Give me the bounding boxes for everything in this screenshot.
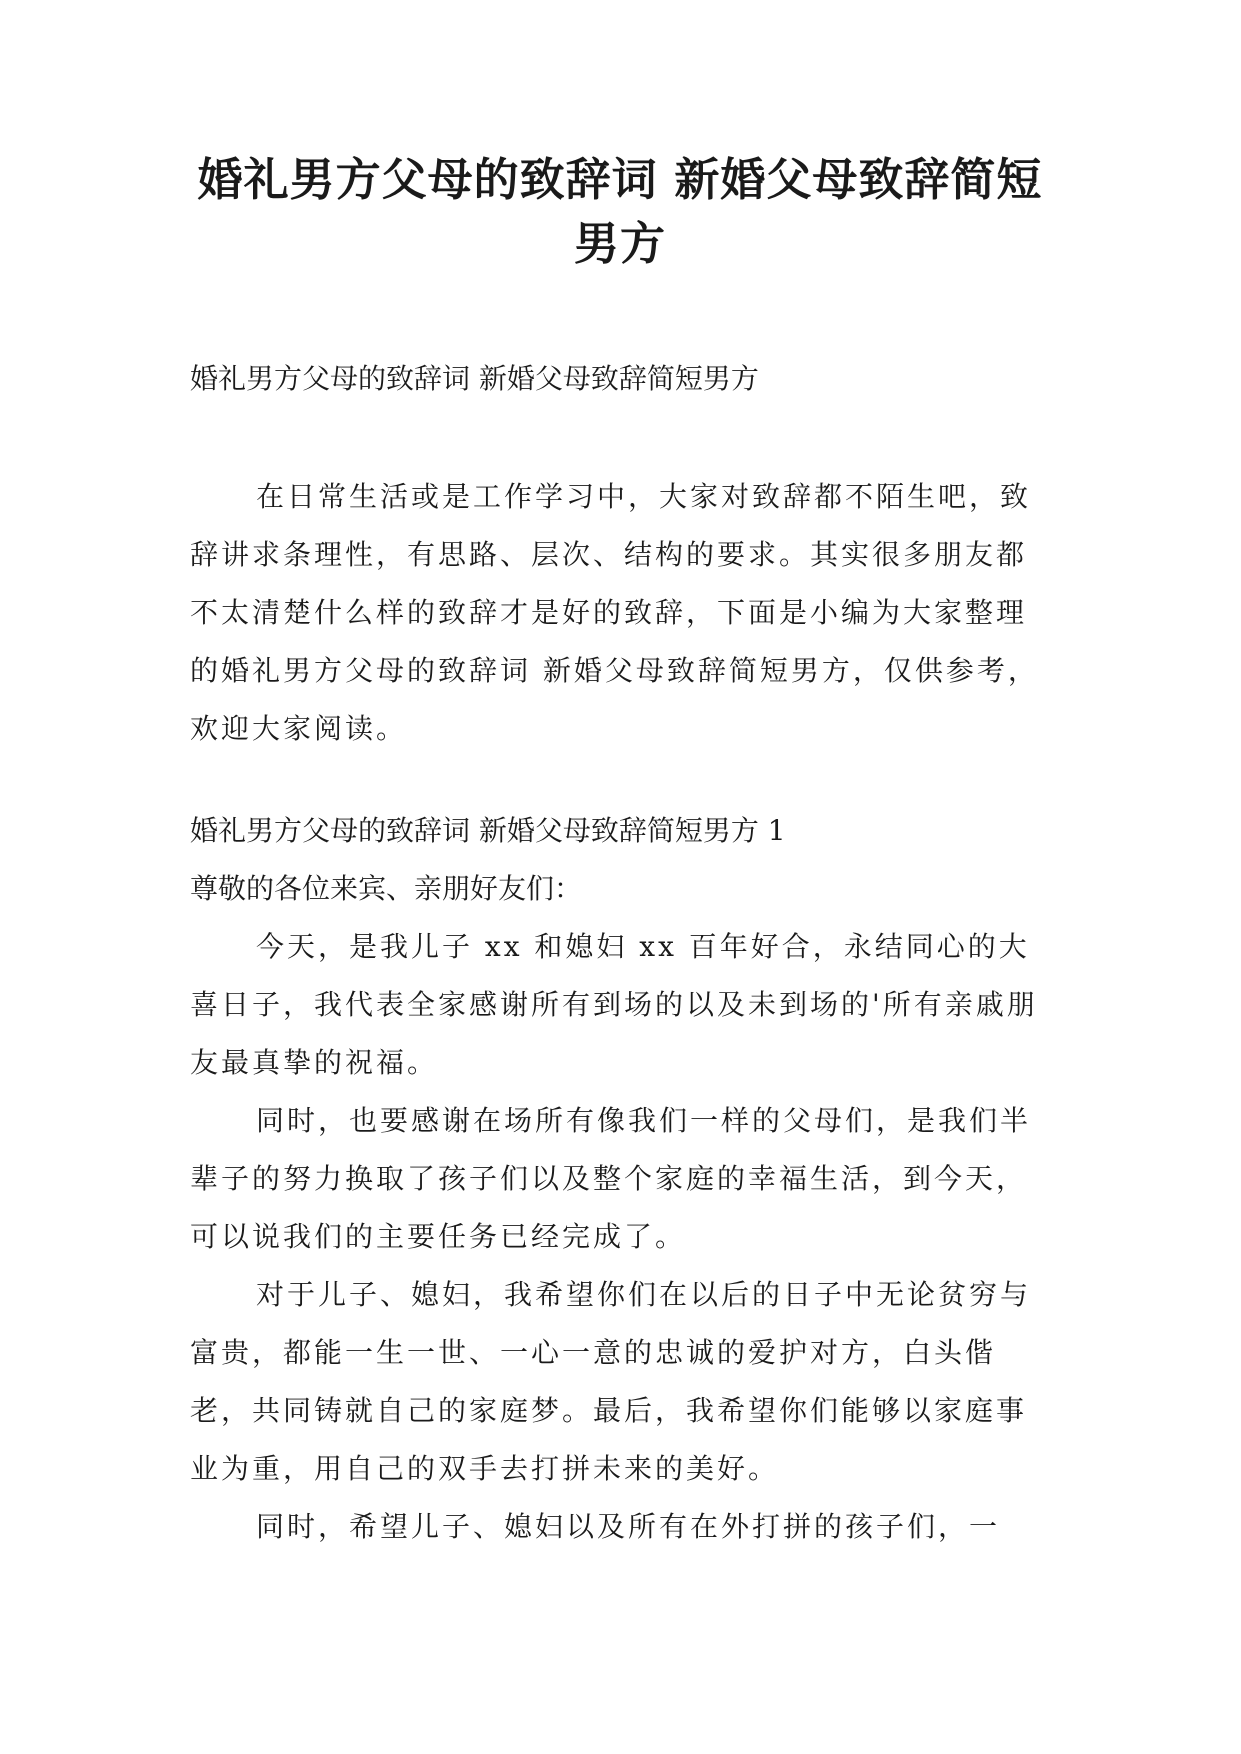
body-paragraph-1: 今天，是我儿子 xx 和媳妇 xx 百年好合，永结同心的大喜日子，我代表全家感谢所有到场的以及未到场的'所有亲戚朋友最真挚的祝福。 bbox=[190, 930, 1038, 1079]
section-heading: 婚礼男方父母的致辞词 新婚父母致辞简短男方 1 bbox=[190, 814, 786, 847]
title-line-2: 男方 bbox=[573, 217, 666, 270]
greeting-line: 尊敬的各位来宾、亲朋好友们： bbox=[190, 872, 583, 905]
intro-paragraph: 在日常生活或是工作学习中，大家对致辞都不陌生吧，致辞讲求条理性，有思路、层次、结构的要求。其实很多朋友都不太清楚什么样的致辞才是好的致辞，下面是小编为大家整理的婚礼男方父母的致辞词 新婚父母致辞简短男方，仅供参考，欢迎大家阅读。 bbox=[190, 480, 1039, 745]
intro-section bbox=[190, 468, 1050, 758]
document-title bbox=[190, 148, 1050, 276]
document-subtitle: 婚礼男方父母的致辞词 新婚父母致辞简短男方 bbox=[190, 362, 759, 395]
body-paragraph-3: 对于儿子、媳妇，我希望你们在以后的日子中无论贫穷与富贵，都能一生一世、一心一意的忠诚的爱护对方，白头偕老，共同铸就自己的家庭梦。最后，我希望你们能够以家庭事业为重，用自己的双手去打拼未来的美好。 bbox=[190, 1278, 1032, 1485]
body-paragraph-2: 同时，也要感谢在场所有像我们一样的父母们，是我们半辈子的努力换取了孩子们以及整个家庭的幸福生活，到今天，可以说我们的主要任务已经完成了。 bbox=[190, 1104, 1032, 1253]
speech-body bbox=[190, 918, 1050, 1556]
title-line-1: 婚礼男方父母的致辞词 新婚父母致辞简短 bbox=[197, 153, 1043, 206]
body-paragraph-4: 同时，希望儿子、媳妇以及所有在外打拼的孩子们，一 bbox=[256, 1510, 1001, 1543]
